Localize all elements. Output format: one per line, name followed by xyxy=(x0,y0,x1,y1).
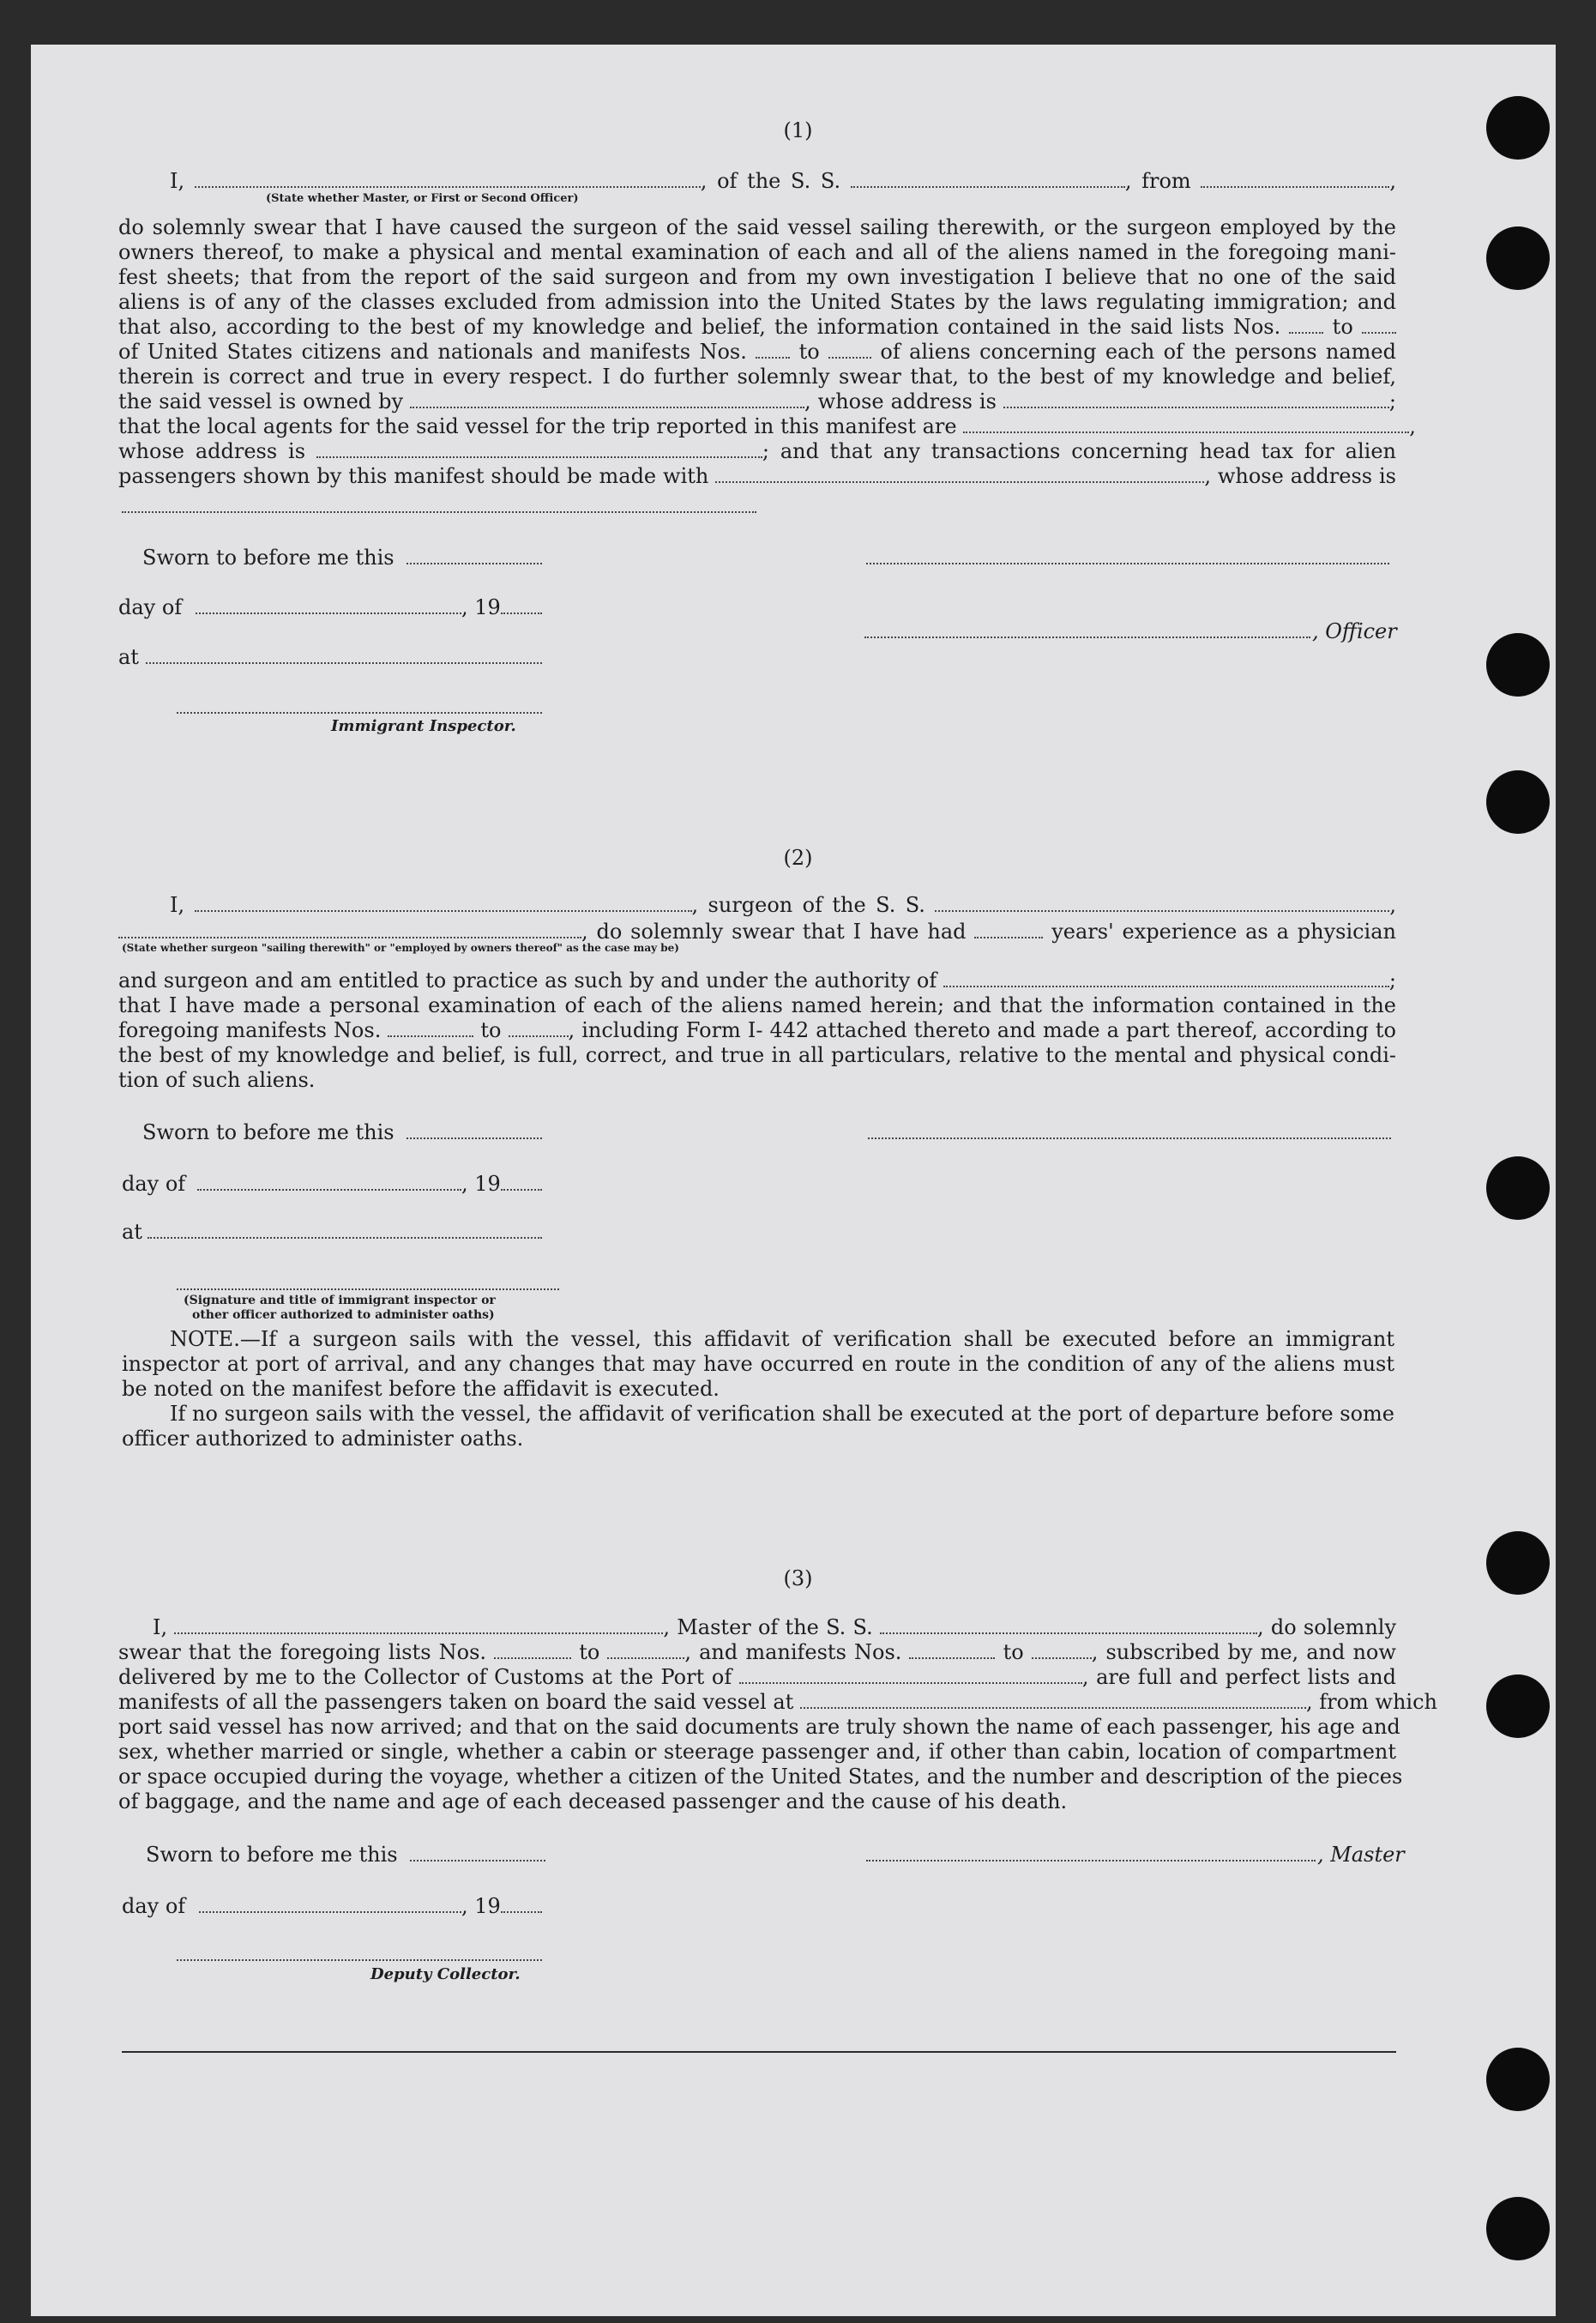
s2-line-5 xyxy=(118,1018,1396,1043)
s3-l1a: I, xyxy=(153,1615,168,1639)
punch-hole xyxy=(1486,2048,1550,2111)
s1-l7a: of United States citizens and nationals and manifests Nos. xyxy=(118,340,747,364)
s1-officer-label: , Officer xyxy=(1312,619,1397,643)
s1-l6b: to xyxy=(1332,315,1353,339)
s2-year-field[interactable] xyxy=(501,1187,542,1191)
s2-l3a: and surgeon and am entitled to practice as such by and under the authority of xyxy=(118,968,937,993)
s1-sworn-label: Sworn to before me this xyxy=(142,546,394,570)
s1-l12b: , whose address is xyxy=(1204,464,1396,488)
s2-l2a: , do solemnly swear that I have had xyxy=(581,920,967,944)
s1-l1b: , of the S. S. xyxy=(700,169,841,193)
s2-note-1: NOTE.—If a surgeon sails with the vessel, this affidavit of verification shall be executed before an immigrant inspector at port of arrival, and any changes that may have occurred en route in the condition of any of the aliens must be noted on the manifest before the affidavit is executed. xyxy=(122,1327,1394,1401)
s3-year-label: , 19 xyxy=(461,1894,501,1918)
s3-line-5: port said vessel has now arrived; and that on the said documents are truly shown the name of each passenger, his age and xyxy=(118,1715,1400,1739)
s3-collector-caption: Deputy Collector. xyxy=(370,1965,521,1983)
s2-surgeon-signature-field[interactable] xyxy=(868,1136,1391,1139)
officer-rank-field[interactable] xyxy=(195,171,701,188)
s1-l1a: I, xyxy=(170,169,185,193)
s1-month-field[interactable] xyxy=(196,611,461,614)
agents-address-field[interactable] xyxy=(316,441,762,458)
s2-sig-note-2: other officer authorized to administer oaths) xyxy=(192,1308,495,1322)
local-agents-field[interactable] xyxy=(963,416,1409,433)
s1-l9c: ; xyxy=(1388,389,1396,413)
section-1-number: (1) xyxy=(783,118,813,142)
s3-l4b: , from which xyxy=(1305,1690,1437,1714)
s1-line-12 xyxy=(118,464,1396,489)
s2-inspector-signature-field[interactable] xyxy=(177,1287,559,1290)
s2-note-2: If no surgeon sails with the vessel, the affidavit of verification shall be executed at the port of departure before some officer authorized to administer oaths. xyxy=(122,1402,1394,1451)
s2-manifest-from-field[interactable] xyxy=(388,1020,473,1037)
s1-line-10 xyxy=(118,414,1416,439)
s3-l2e: , subscribed by me, and now xyxy=(1091,1640,1396,1664)
s2-line-3 xyxy=(118,968,1396,993)
s1-l6a: that also, according to the best of my knowledge and belief, the information contained in the said lists Nos. xyxy=(118,315,1281,339)
years-experience-field[interactable] xyxy=(974,921,1043,938)
s2-line-1 xyxy=(118,893,1396,918)
s2-month-field[interactable] xyxy=(197,1187,461,1191)
s1-officer-signature-field[interactable] xyxy=(864,635,1310,638)
head-tax-contact-field[interactable] xyxy=(715,466,1204,483)
port-of-embarkation-field[interactable] xyxy=(800,1692,1306,1709)
s3-day-label: day of xyxy=(122,1894,186,1918)
s2-l5a: foregoing manifests Nos. xyxy=(118,1018,382,1042)
punch-hole xyxy=(1486,770,1550,834)
s1-l12a: passengers shown by this manifest should be made with xyxy=(118,464,709,488)
s2-sig-note-1: (Signature and title of immigrant inspector or xyxy=(184,1294,496,1307)
s3-l3b: , are full and perfect lists and xyxy=(1081,1665,1396,1689)
master-name-field[interactable] xyxy=(174,1617,663,1634)
s3-lists-to-field[interactable] xyxy=(607,1642,684,1659)
s3-line-7: or space occupied during the voyage, whether a citizen of the United States, and the number and description of the pieces xyxy=(118,1765,1403,1789)
s3-lists-from-field[interactable] xyxy=(494,1642,571,1659)
s1-l1d: , xyxy=(1389,169,1396,193)
departure-port-field[interactable] xyxy=(1201,171,1389,188)
s3-line-4 xyxy=(118,1690,1437,1715)
s3-line-6: sex, whether married or single, whether a cabin or steerage passenger and, if other than cabin, location of compartment xyxy=(118,1740,1396,1764)
s3-l2b: to xyxy=(579,1640,600,1664)
s3-month-field[interactable] xyxy=(199,1910,461,1913)
s3-sworn-label: Sworn to before me this xyxy=(146,1843,398,1867)
s1-officer-name-field[interactable] xyxy=(866,561,1389,564)
s2-line-2 xyxy=(118,920,1396,944)
s3-line-2 xyxy=(118,1640,1396,1665)
ship-name-field[interactable] xyxy=(851,171,1125,188)
punch-hole xyxy=(1486,633,1550,697)
lists-to-field[interactable] xyxy=(1362,317,1396,334)
s1-l11a: whose address is xyxy=(118,439,306,463)
s1-year-field[interactable] xyxy=(501,611,542,614)
s2-sworn-label: Sworn to before me this xyxy=(142,1120,394,1144)
s1-l9b: , whose address is xyxy=(804,389,997,413)
s1-line-7 xyxy=(118,340,1396,365)
s1-l11b: ; and that any transactions concerning head tax for alien xyxy=(762,439,1396,463)
s1-rank-note: (State whether Master, or First or Second Officer) xyxy=(266,192,579,205)
s1-body-3: fest sheets; that from the report of the said surgeon and from my own investigation I believe that no one of the said xyxy=(118,265,1396,289)
s3-line-3 xyxy=(118,1665,1396,1690)
s3-ship-name-field[interactable] xyxy=(880,1617,1257,1634)
s2-l5c: , including Form I- 442 attached thereto and made a part thereof, according to xyxy=(568,1018,1396,1042)
s2-l3b: ; xyxy=(1388,968,1396,993)
surgeon-name-field[interactable] xyxy=(195,895,692,912)
s1-body-4: aliens is of any of the classes excluded from admission into the United States by the laws regulating immigration; and xyxy=(118,290,1396,314)
s1-inspector-caption: Immigrant Inspector. xyxy=(331,717,516,735)
manifests-from-field[interactable] xyxy=(756,341,790,359)
s3-l3a: delivered by me to the Collector of Customs at the Port of xyxy=(118,1665,732,1689)
s3-manifests-to-field[interactable] xyxy=(1032,1642,1092,1659)
s3-l2c: , and manifests Nos. xyxy=(684,1640,902,1664)
master-signature-field[interactable] xyxy=(866,1858,1316,1861)
s2-line-6: the best of my knowledge and belief, is full, correct, and true in all particulars, relative to the mental and physical condi- xyxy=(118,1043,1396,1067)
s2-at-field[interactable] xyxy=(148,1235,542,1239)
s1-body-1: do solemnly swear that I have caused the surgeon of the said vessel sailing therewith, or the surgeon employed by the xyxy=(118,215,1396,239)
s3-l2a: swear that the foregoing lists Nos. xyxy=(118,1640,487,1664)
s2-l1c: , xyxy=(1389,893,1396,917)
s1-l7c: of aliens concerning each of the persons named xyxy=(880,340,1396,364)
s1-line-11 xyxy=(118,439,1396,464)
s2-l5b: to xyxy=(480,1018,502,1042)
s2-l1b: , surgeon of the S. S. xyxy=(691,893,925,917)
s1-year-label: , 19 xyxy=(461,595,501,619)
s2-day-label: day of xyxy=(122,1172,186,1196)
punch-hole xyxy=(1486,2197,1550,2260)
s3-l1c: , do solemnly xyxy=(1257,1615,1397,1639)
port-of-arrival-field[interactable] xyxy=(739,1667,1082,1684)
punch-hole xyxy=(1486,226,1550,290)
surgeon-status-field[interactable] xyxy=(118,921,581,938)
s1-at-label: at xyxy=(118,645,139,669)
s1-at-field[interactable] xyxy=(146,661,542,664)
s1-line-8: therein is correct and true in every respect. I do further solemnly swear that, to the best of my knowledge and belief, xyxy=(118,365,1396,389)
practice-authority-field[interactable] xyxy=(943,970,1389,987)
s3-manifests-from-field[interactable] xyxy=(909,1642,995,1659)
punch-hole xyxy=(1486,1674,1550,1738)
s1-inspector-signature-field[interactable] xyxy=(177,710,542,714)
s1-l9a: the said vessel is owned by xyxy=(118,389,404,413)
punch-hole xyxy=(1486,1156,1550,1220)
s1-l1c: , from xyxy=(1124,169,1191,193)
s3-year-field[interactable] xyxy=(501,1910,542,1913)
manifests-to-field[interactable] xyxy=(828,341,871,359)
s3-l1b: , Master of the S. S. xyxy=(663,1615,873,1639)
owner-address-field[interactable] xyxy=(1003,391,1389,408)
lists-from-field[interactable] xyxy=(1289,317,1323,334)
s1-l10a: that the local agents for the said vessel for the trip reported in this manifest are xyxy=(118,414,957,438)
s2-sworn-date-field[interactable] xyxy=(407,1136,542,1139)
s1-l10b: , xyxy=(1409,414,1416,438)
s1-day-label: day of xyxy=(118,595,183,619)
s3-sworn-date-field[interactable] xyxy=(410,1858,545,1861)
head-tax-address-field[interactable] xyxy=(122,510,756,513)
s2-year-label: , 19 xyxy=(461,1172,501,1196)
s1-line-1 xyxy=(118,169,1396,194)
s1-line-6 xyxy=(118,315,1396,340)
s2-manifest-to-field[interactable] xyxy=(509,1020,569,1037)
s1-line-9 xyxy=(118,389,1396,414)
bottom-rule xyxy=(122,2051,1396,2053)
s2-status-note: (State whether surgeon "sailing therewith" or "employed by owners thereof" as the case may be) xyxy=(122,942,679,954)
owner-field[interactable] xyxy=(410,391,804,408)
s3-l4a: manifests of all the passengers taken on board the said vessel at xyxy=(118,1690,794,1714)
section-2-number: (2) xyxy=(783,846,813,870)
s2-at-label: at xyxy=(122,1220,142,1244)
s2-line-7: tion of such aliens. xyxy=(118,1068,316,1092)
s2-ship-name-field[interactable] xyxy=(935,895,1389,912)
s1-l7b: to xyxy=(798,340,820,364)
s3-line-8: of baggage, and the name and age of each deceased passenger and the cause of his death. xyxy=(118,1789,1068,1813)
s3-master-label: , Master xyxy=(1317,1843,1405,1867)
section-3-number: (3) xyxy=(783,1566,813,1590)
s1-sworn-date-field[interactable] xyxy=(407,561,542,564)
s2-l1a: I, xyxy=(170,893,185,917)
s2-l2b: years' experience as a physician xyxy=(1051,920,1397,944)
s3-l2d: to xyxy=(1003,1640,1024,1664)
s2-line-4: that I have made a personal examination of each of the aliens named herein; and that the information contained in the xyxy=(118,993,1396,1017)
s1-body-2: owners thereof, to make a physical and mental examination of each and all of the aliens named in the foregoing mani- xyxy=(118,240,1396,264)
collector-signature-field[interactable] xyxy=(177,1958,542,1961)
s3-line-1 xyxy=(118,1615,1396,1640)
